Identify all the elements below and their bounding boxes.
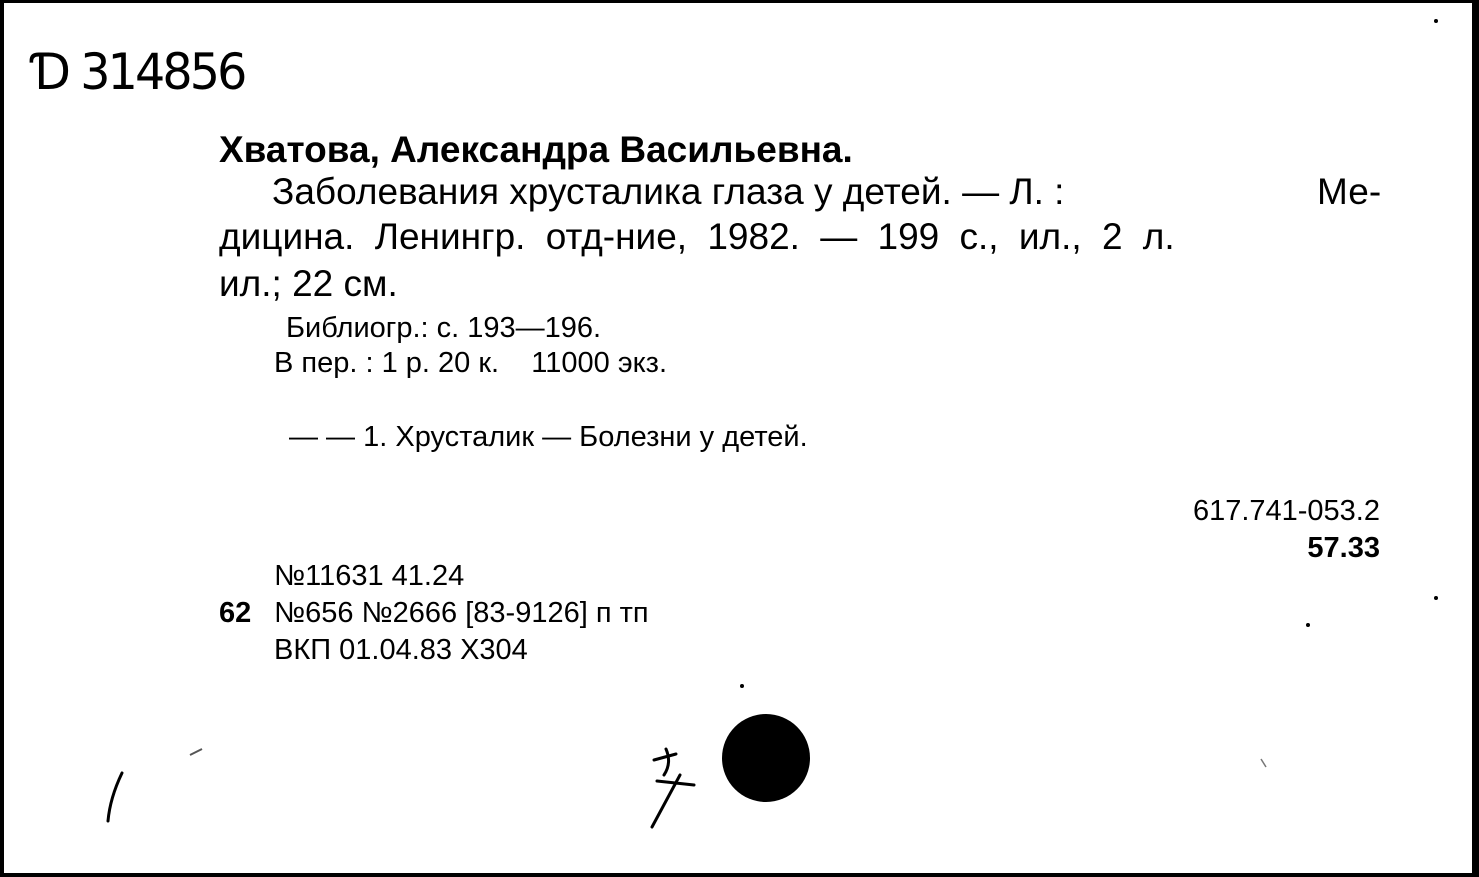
description-line-1: Заболевания хрусталика глаза у детей. — Л. :: [272, 171, 1065, 212]
subject-heading: — — 1. Хрусталик — Болезни у детей.: [289, 421, 808, 453]
bbk-index: 57.33: [1307, 532, 1380, 564]
speck-mark: [1434, 596, 1438, 600]
description-line-3: ил.; 22 см.: [219, 263, 398, 304]
udc-index: 617.741-053.2: [1192, 495, 1380, 527]
speck-mark: [740, 684, 744, 688]
card-marks: [4, 3, 1472, 873]
bibliography-note: Библиогр.: с. 193—196.: [286, 312, 602, 344]
description-line-2: дицина. Ленингр. отд-ние, 1982. — 199 с., ил., 2 л.: [219, 216, 1175, 257]
control-numbers-line-3: ВКП 01.04.83 Х304: [274, 634, 528, 666]
pencil-stroke-right: [1261, 759, 1266, 767]
handwritten-mark: [652, 749, 694, 827]
speck-mark: [1434, 19, 1438, 23]
pencil-stroke-small: [190, 749, 202, 755]
control-numbers-line-1: №11631 41.24: [274, 560, 465, 592]
author-heading: Хватова, Александра Васильевна.: [219, 129, 853, 170]
speck-mark: [1306, 623, 1310, 627]
punch-hole: [722, 714, 810, 802]
quantity-number: 62: [219, 597, 252, 629]
description-line-1-end: Ме-: [1317, 171, 1382, 212]
pencil-stroke-left: [108, 773, 122, 821]
inventory-number: Ɗ 314856: [32, 43, 245, 101]
control-numbers-line-2: №656 №2666 [83-9126] п тп: [274, 597, 649, 629]
price-and-copies: В пер. : 1 р. 20 к. 11000 экз.: [274, 347, 668, 379]
